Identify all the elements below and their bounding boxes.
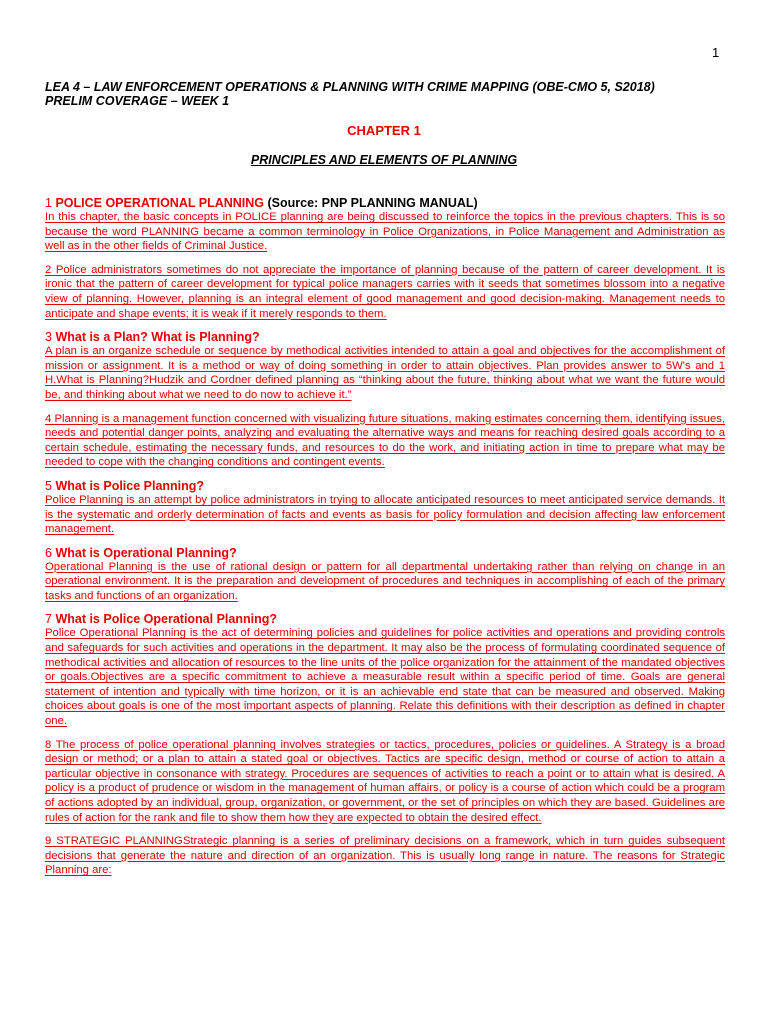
paragraph-text: The process of police operational planning involves strategies or tactics, procedures, policies or guidelines. A Strategy is a broad design or method; or a plan to attain a stated goal or objectives. Tactics are specific design, method or course of action to attain a particular objective in consonance with strategy. Procedures are sequences of activities to reach a point or to attain what is desired. A policy is a product of prudence or wisdom in the management of human affairs, or policy is a course of action which could be a program of actions adopted by an individual, group, organization, or government, or the set of principles on which they are based. Guidelines are rules of action for the rank and file to show them how they are expected to obtain the desired effect. [45, 738, 725, 824]
section-5 [45, 479, 725, 537]
heading-text: POLICE OPERATIONAL PLANNING [55, 196, 265, 210]
coverage-line: PRELIM COVERAGE – WEEK 1 [45, 94, 230, 108]
section-number: 3 [45, 330, 56, 345]
section-heading [45, 612, 725, 626]
section-1 [45, 196, 725, 254]
section-paragraph: Operational Planning is the use of rational design or pattern for all departmental undertaking rather than relying on change in an operational environment. It is the preparation and development of procedures and techniques in accomplishing of each of the primary tasks and functions of an organization. [45, 560, 725, 602]
section-paragraph [45, 412, 725, 470]
course-title: LEA 4 – LAW ENFORCEMENT OPERATIONS & PLANNING WITH CRIME MAPPING (OBE-CMO 5, S2018) [45, 80, 655, 94]
section-heading [45, 330, 725, 344]
document-body [45, 196, 725, 887]
section-paragraph [45, 738, 725, 826]
paragraph-text: STRATEGIC PLANNINGStrategic planning is a series of preliminary decisions on a framework, which in turn guides subsequent decisions that generate the nature and direction of an organization. This is usually long range in nature. The reasons for Strategic Planning are: [45, 835, 725, 877]
chapter-title: CHAPTER 1 [347, 123, 421, 138]
section-number: 4 [45, 412, 55, 425]
section-paragraph [45, 834, 725, 878]
section-paragraph: Police Planning is an attempt by police administrators in trying to allocate anticipated resources to meet anticipated service demands. It is the systematic and orderly determination of facts and events as basis for policy formulation and decision affecting law enforcement management. [45, 493, 725, 536]
section-heading [45, 479, 725, 493]
paragraph-text: Planning is a management function concerned with visualizing future situations, making estimates concerning them, identifying issues, needs and potential danger points, analyzing and evaluating the alternative ways and means for reaching desired goals according to a certain schedule, estimating the necessary funds, and resources to do the work, and initiating action in time to prepare what may be needed to cope with the changing conditions and contingent events. [45, 412, 726, 469]
section-paragraph: In this chapter, the basic concepts in POLICE planning are being discussed to reinforce the topics in the previous chapters. This is so because the word PLANNING became a common terminology in Police Organizations, in Police Management and Administration as well as in the other fields of Criminal Justice. [45, 211, 725, 253]
heading-text: What is a Plan? What is Planning? [55, 330, 260, 345]
section-paragraph: A plan is an organize schedule or sequence by methodical activities intended to attain a goal and objectives for the accomplishment of mission or assignment. It is a method or way of doing something in order to attain objectives. Plan provides answer to 5W's and 1 H.What is Planning?Hudzik and Cordner defined planning as “thinking about the future, thinking about what we want the future would be, and thinking about what we need to do now to achieve it.” [45, 345, 725, 401]
chapter-subtitle: PRINCIPLES AND ELEMENTS OF PLANNING [250, 153, 518, 167]
section-number: 8 [45, 738, 56, 751]
heading-text: What is Police Operational Planning? [55, 612, 277, 627]
course-header [45, 80, 735, 108]
heading-source: (Source: PNP PLANNING MANUAL) [264, 196, 478, 210]
page-number: 1 [712, 45, 720, 60]
section-paragraph [45, 263, 725, 321]
section-4 [45, 412, 725, 470]
section-paragraph: Police Operational Planning is the act of determining policies and guidelines for police activities and operations and providing controls and safeguards for such activities and operations in the department. It may also be the process of formulating coordinated sequence of methodical activities and allocation of resources to the line units of the police organization for the attainment of the mandated objectives or goals.Objectives are a specific commitment to achieve a measurable result within a specific period of time. Goals are general statement of intention and typically with time horizon, or it is an achievable end state that can be measured and observed. Making choices about goals is one of the most important aspects of planning. Relate this definitions with their description as defined in chapter one. [45, 627, 725, 728]
heading-text: What is Operational Planning? [55, 545, 237, 560]
section-number: 2 [45, 263, 56, 276]
section-2 [45, 263, 725, 321]
section-number: 7 [45, 612, 56, 627]
section-number: 5 [45, 478, 56, 493]
section-heading [45, 196, 725, 210]
section-9 [45, 834, 725, 878]
section-number: 1 [45, 196, 56, 210]
section-8 [45, 738, 725, 826]
section-6 [45, 546, 725, 604]
section-heading [45, 546, 725, 560]
section-3 [45, 330, 725, 402]
heading-text: What is Police Planning? [55, 478, 205, 493]
section-7 [45, 612, 725, 728]
section-number: 9 [45, 835, 57, 848]
section-number: 6 [45, 545, 56, 560]
paragraph-text: Police administrators sometimes do not appreciate the importance of planning because of the pattern of career development. It is ironic that the pattern of career development for typical police managers carries with it seeds that sometimes blossom into a negative view of planning. However, planning is an integral element of good management and good decision-making. Management needs to anticipate and shape events; it is weak if it merely responds to them. [45, 263, 726, 320]
